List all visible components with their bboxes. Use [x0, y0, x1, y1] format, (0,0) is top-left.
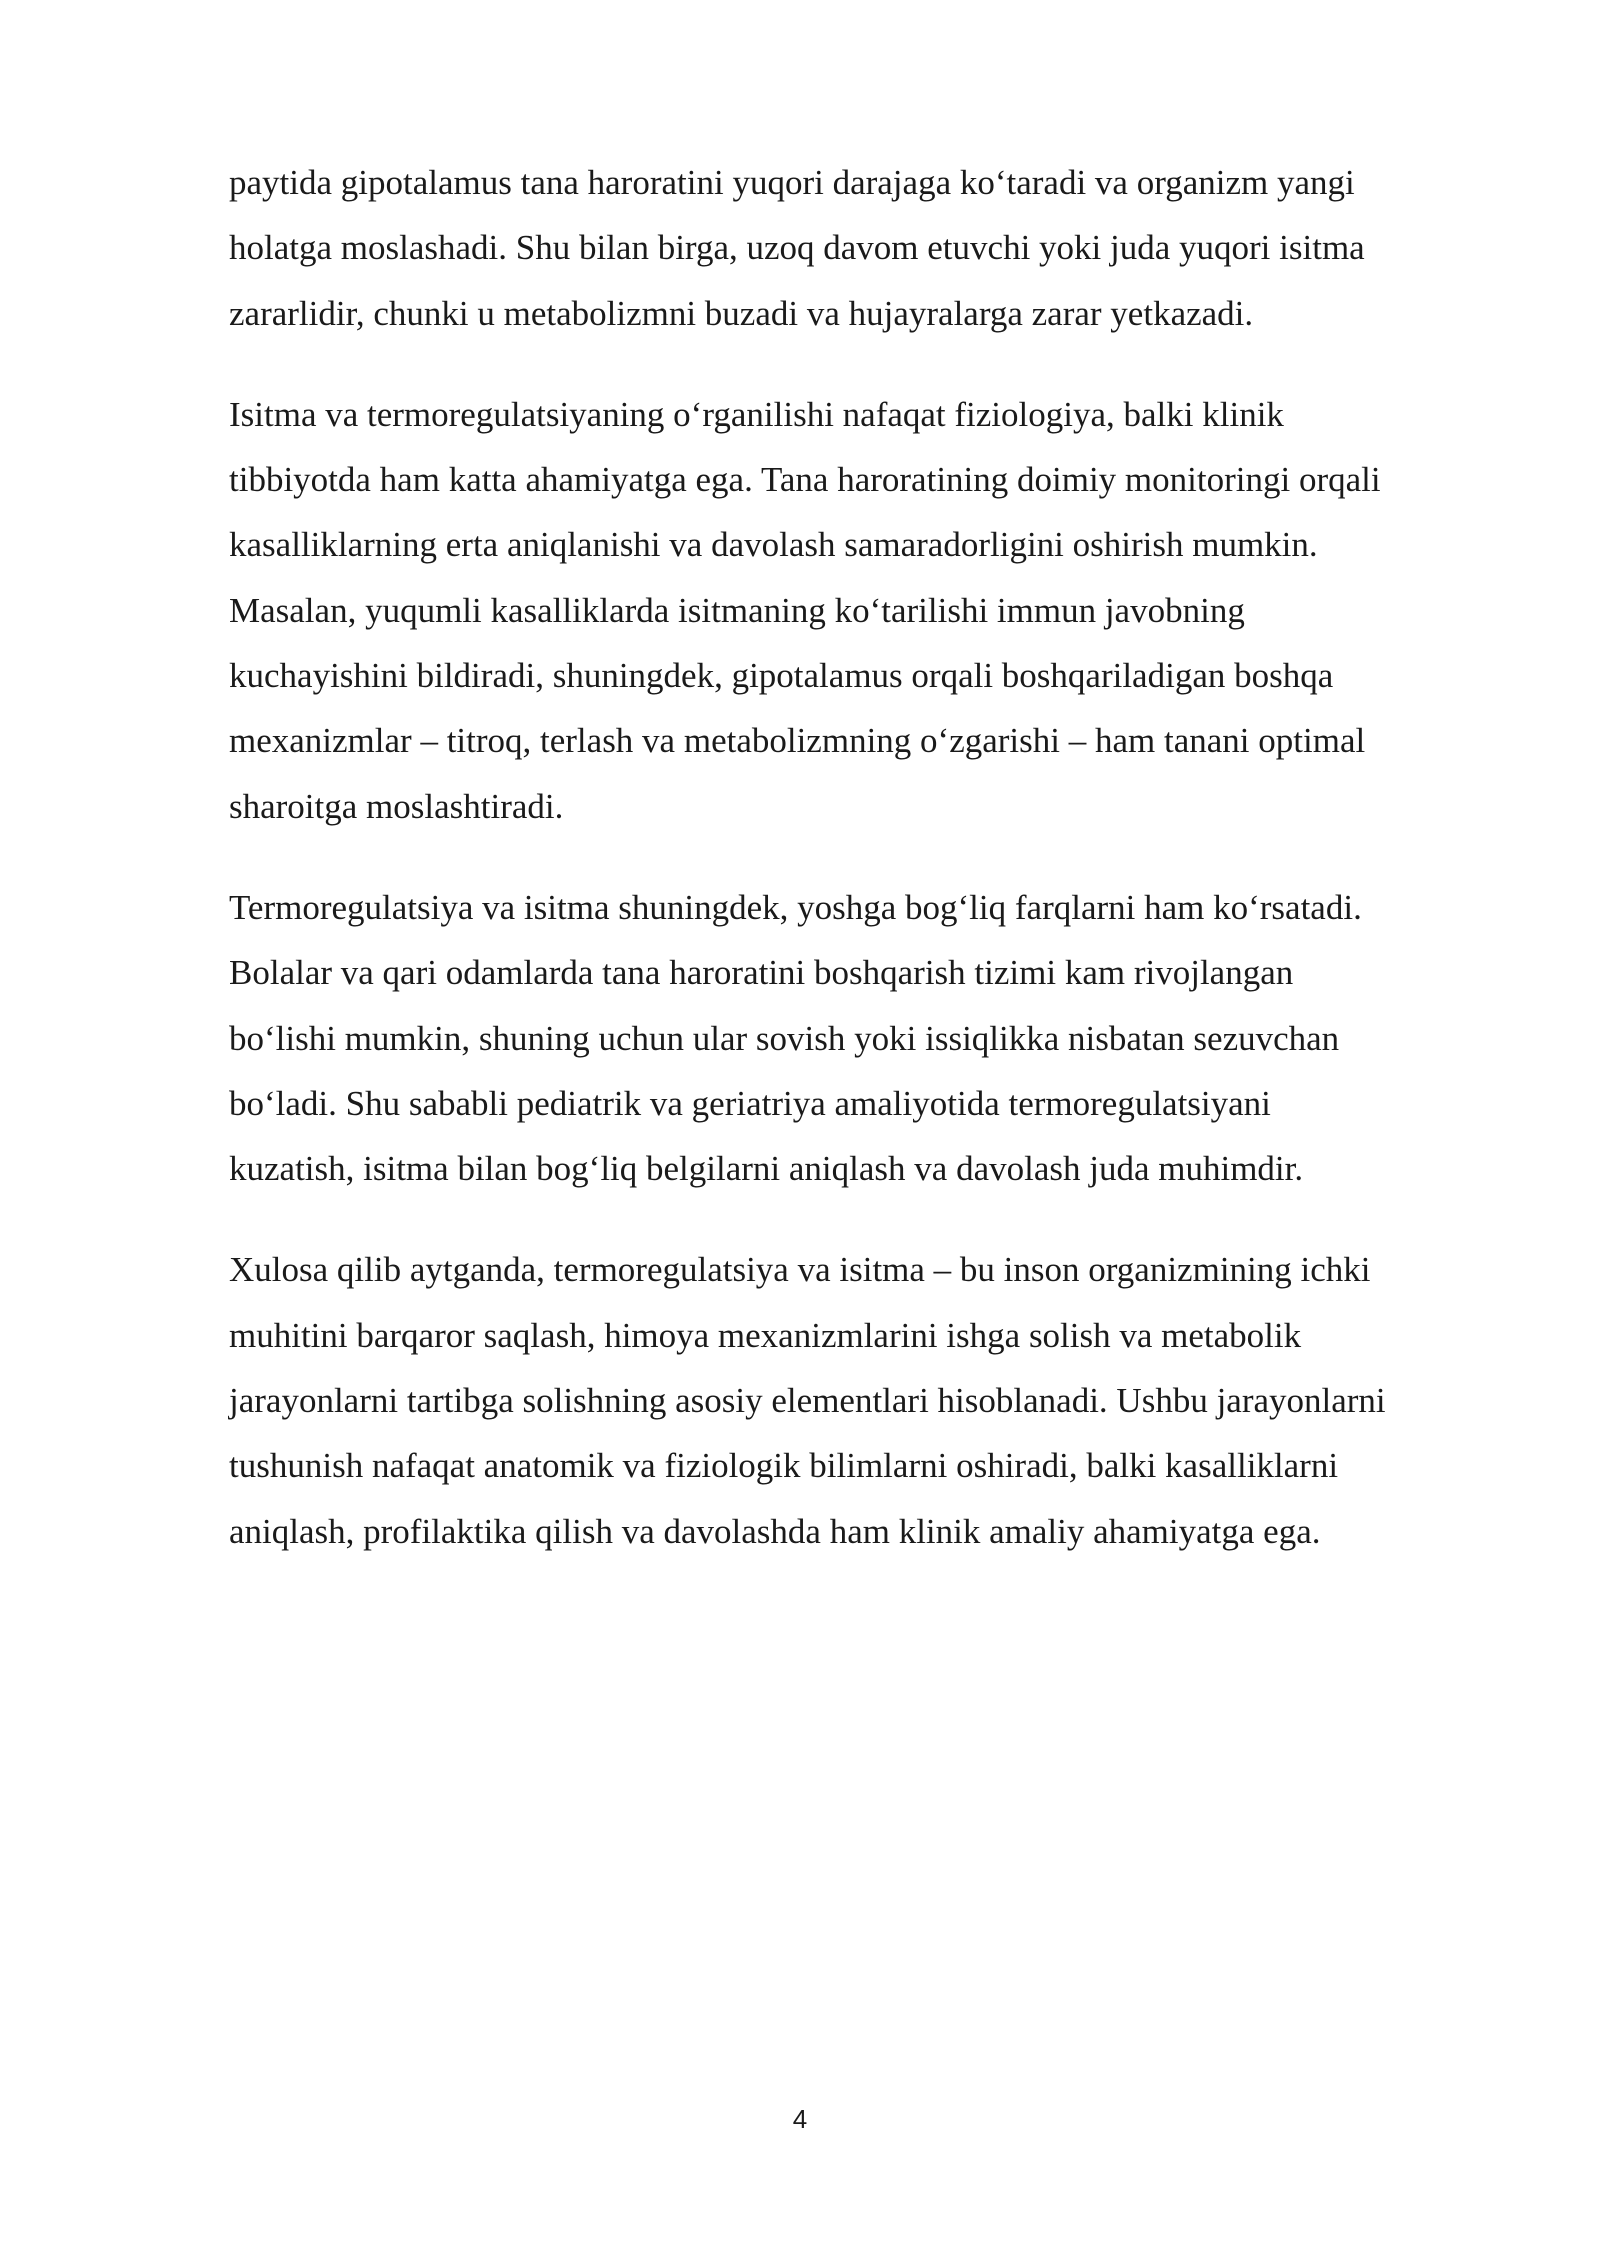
- paragraph-1: paytida gipotalamus tana haroratini yuqori darajaga ko‘taradi va organizm yangi holatga moslashadi. Shu bilan birga, uzoq davom etuvchi yoki juda yuqori isitma zararlidir, chunki u metabolizmni buzadi va hujayralarga zarar yetkazadi.: [229, 163, 1365, 333]
- page-number: 4: [792, 2104, 808, 2134]
- paragraph-3: Termoregulatsiya va isitma shuningdek, yoshga bog‘liq farqlarni ham ko‘rsatadi. Bolalar va qari odamlarda tana haroratini boshqarish tizimi kam rivojlangan bo‘lishi mumkin, shuning uchun ular sovish yoki issiqlikka nisbatan sezuvchan bo‘ladi. Shu sababli pediatrik va geriatriya amaliyotida termoregulatsiyani kuzatish, isitma bilan bog‘liq belgilarni aniqlash va davolash juda muhimdir.: [229, 887, 1362, 1189]
- paragraph-4: Xulosa qilib aytganda, termoregulatsiya va isitma – bu inson organizmining ichki muhitini barqaror saqlash, himoya mexanizmlarini ishga solish va metabolik jarayonlarni tartibga solishning asosiy elementlari hisoblanadi. Ushbu jarayonlarni tushunish nafaqat anatomik va fiziologik bilimlarni oshiradi, balki kasalliklarni aniqlash, profilaktika qilish va davolashda ham klinik amaliy ahamiyatga ega.: [229, 1250, 1386, 1551]
- body-text: [229, 150, 1489, 1600]
- paragraph-2: Isitma va termoregulatsiyaning o‘rganilishi nafaqat fiziologiya, balki klinik tibbiyotda ham katta ahamiyatga ega. Tana haroratining doimiy monitoringi orqali kasalliklarning erta aniqlanishi va davolash samaradorligini oshirish mumkin. Masalan, yuqumli kasalliklarda isitmaning ko‘tarilishi immun javobning kuchayishini bildiradi, shuningdek, gipotalamus orqali boshqariladigan boshqa mexanizmlar – titroq, terlash va metabolizmning o‘zgarishi – ham tanani optimal sharoitga moslashtiradi.: [229, 394, 1381, 826]
